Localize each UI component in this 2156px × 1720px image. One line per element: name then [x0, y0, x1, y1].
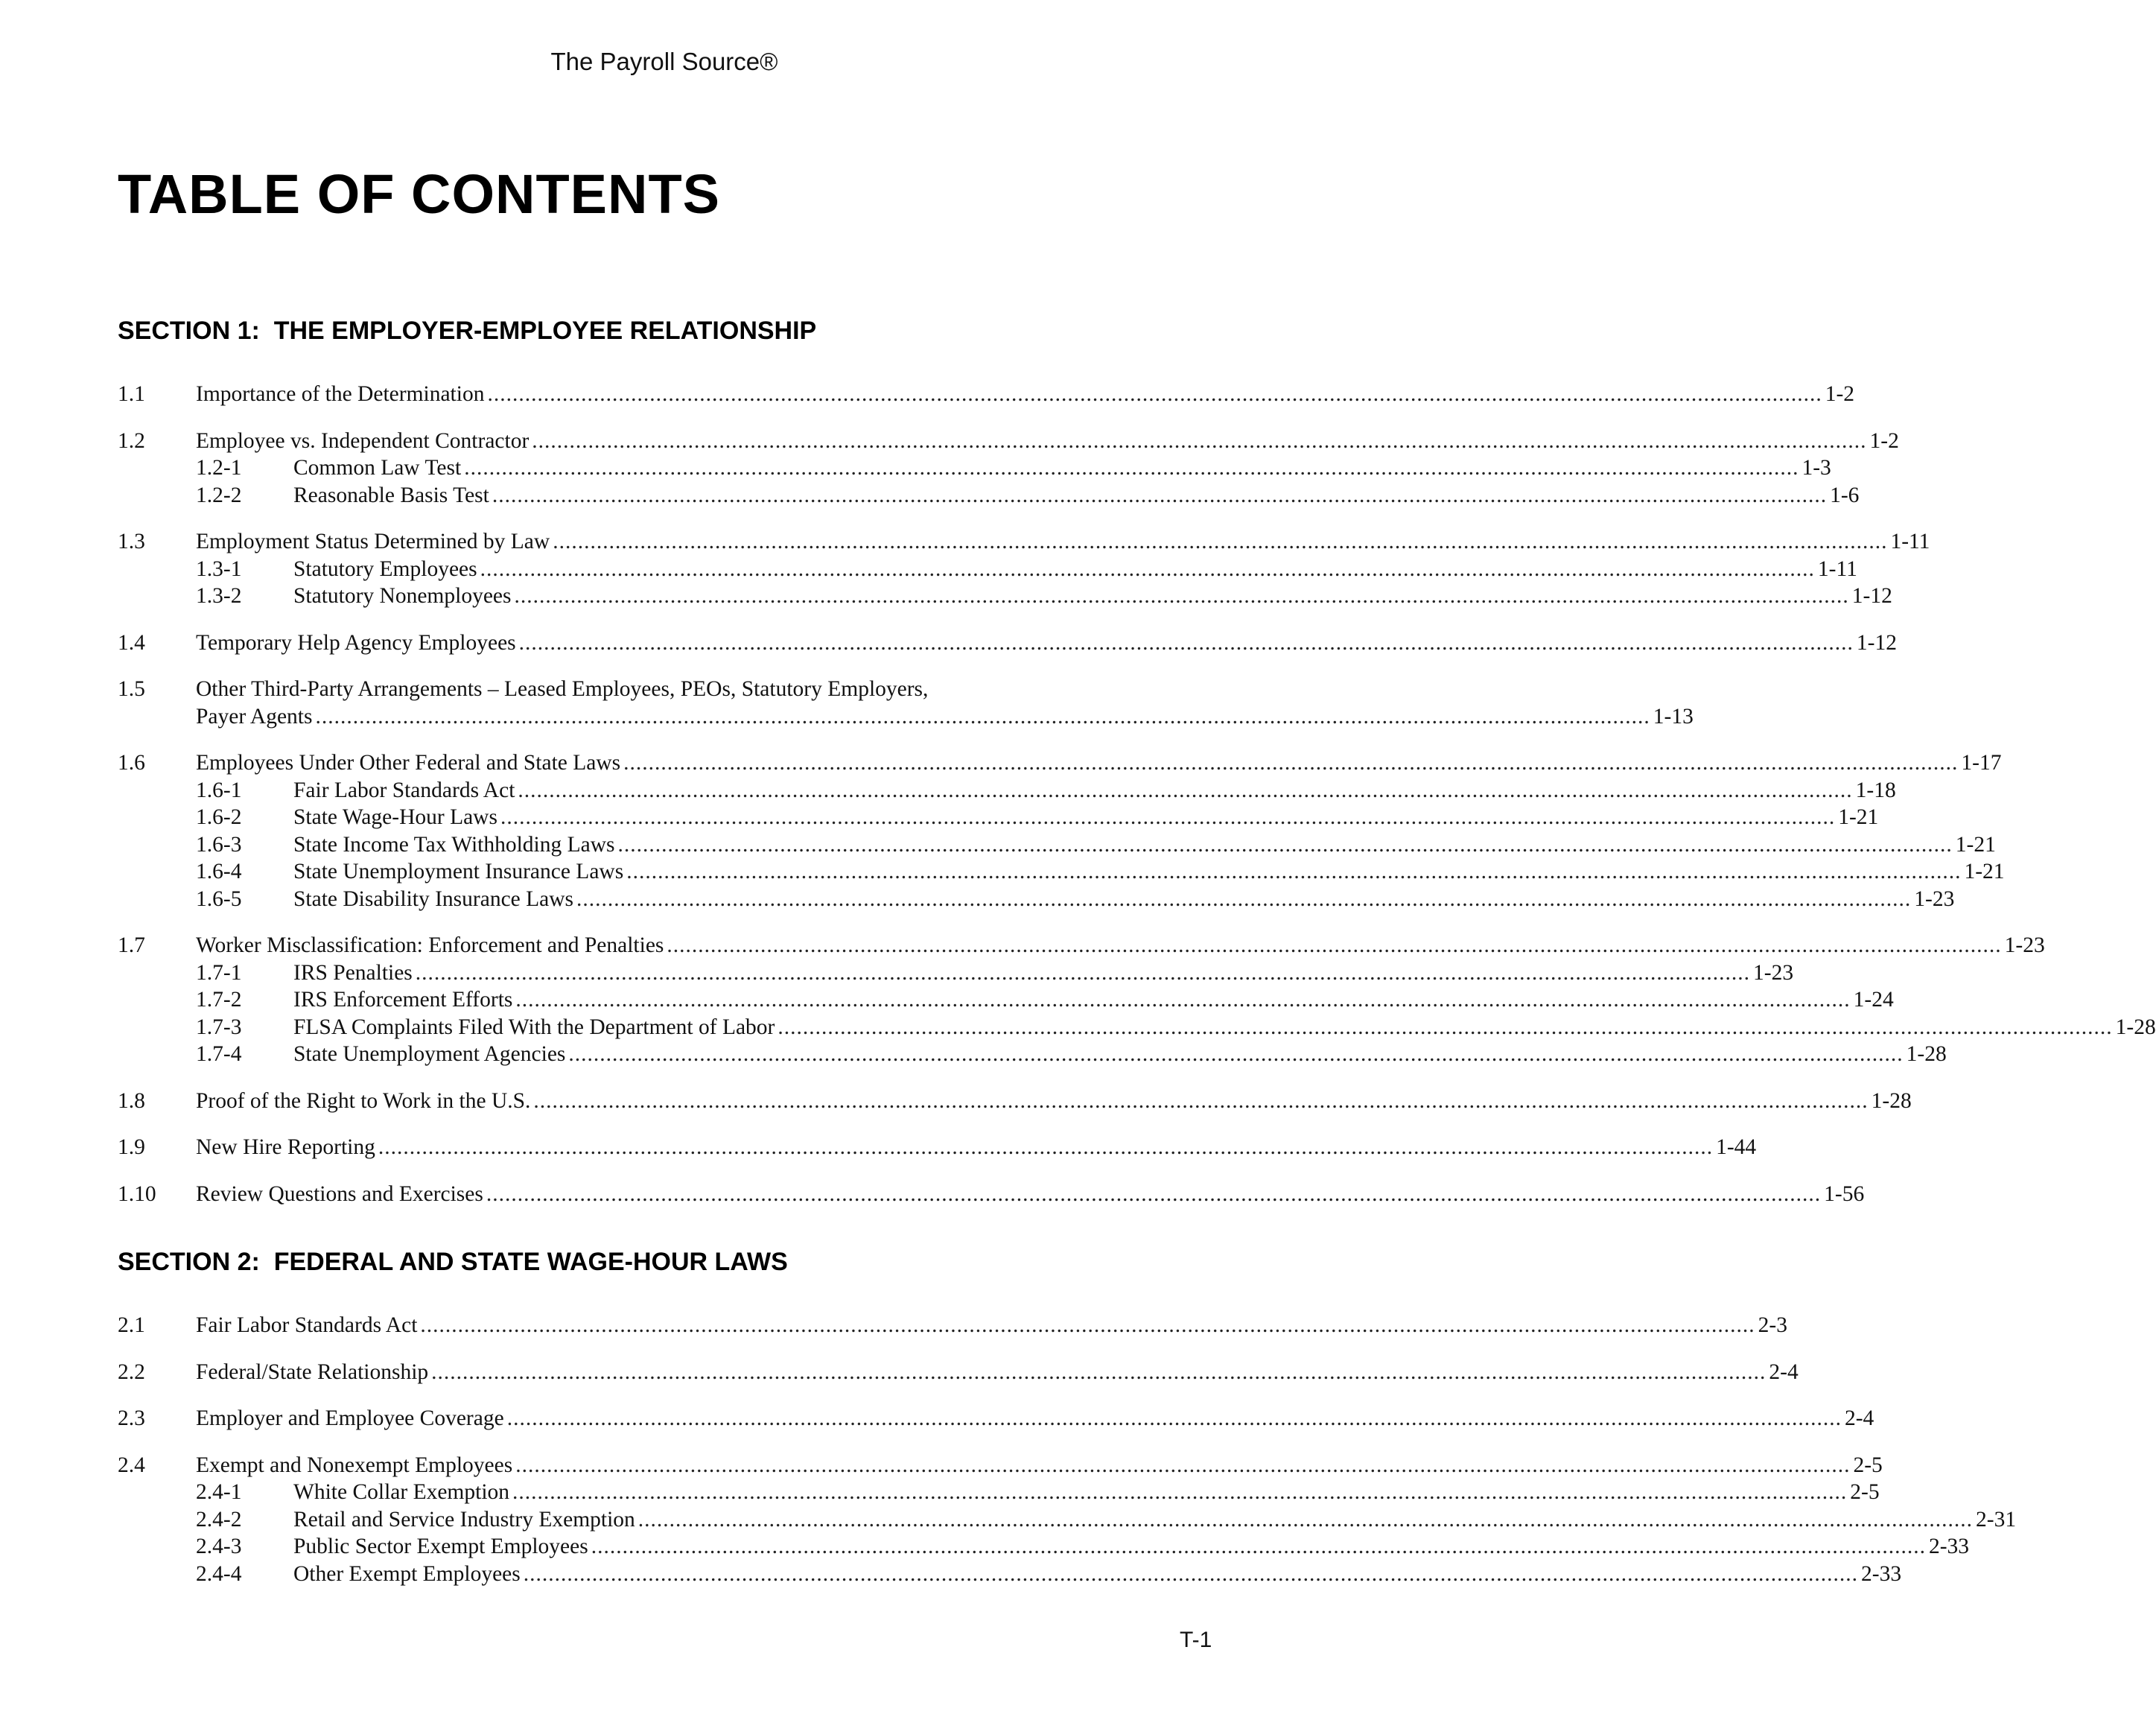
- page-number: T-1: [1180, 1628, 1212, 1652]
- entry-number: 1.6: [118, 751, 145, 775]
- dot-leader: ......................................................................................................................................................................................................................: [431, 1359, 1767, 1384]
- entry-text: [196, 1313, 1787, 1338]
- entry-page: 2-4: [1769, 1359, 1799, 1384]
- toc-group: [118, 630, 1897, 659]
- entry-page: 1-28: [2115, 1015, 2156, 1039]
- entry-number: 1.2: [118, 428, 145, 453]
- dot-leader: ......................................................................................................................................................................................................................: [778, 1015, 2113, 1039]
- dot-leader: ......................................................................................................................................................................................................................: [623, 751, 1959, 775]
- entry-label: FLSA Complaints Filed With the Department of Labor: [293, 1015, 775, 1039]
- entry-number: 1.6-1: [196, 778, 242, 802]
- toc-entry[interactable]: [118, 1313, 1787, 1341]
- entry-page: 1-2: [1825, 382, 1855, 406]
- toc-subentry[interactable]: [118, 1507, 2017, 1535]
- toc-subentry[interactable]: [118, 483, 1860, 511]
- entry-text: [196, 530, 1930, 554]
- toc-group: [118, 1359, 1799, 1388]
- toc-subentry[interactable]: [118, 778, 1896, 806]
- entry-text: [196, 630, 1897, 656]
- entry-label: State Wage-Hour Laws: [293, 805, 497, 829]
- toc-group: [118, 677, 1694, 732]
- dot-leader: ......................................................................................................................................................................................................................: [576, 886, 1912, 911]
- dot-leader: ......................................................................................................................................................................................................................: [532, 428, 1867, 453]
- entry-page: 1-23: [1914, 886, 1955, 911]
- toc-subentry[interactable]: [118, 1042, 1947, 1070]
- toc-subentry[interactable]: [118, 988, 1894, 1015]
- entry-label: Importance of the Determination: [196, 382, 485, 406]
- entry-label: Temporary Help Agency Employees: [196, 630, 516, 655]
- entry-text: [196, 1181, 1865, 1207]
- entry-page: 1-11: [1817, 556, 1857, 581]
- entry-number: 2.1: [118, 1313, 145, 1337]
- entry-page: 1-23: [1753, 960, 1794, 985]
- toc-group: [118, 1453, 2017, 1590]
- entry-page: 2-4: [1844, 1406, 1874, 1430]
- dot-leader: ......................................................................................................................................................................................................................: [617, 832, 1953, 857]
- entry-page: 1-6: [1830, 483, 1860, 507]
- running-header: The Payroll Source®: [550, 48, 778, 75]
- toc-entry[interactable]: [118, 751, 2002, 778]
- entry-label: White Collar Exemption: [293, 1480, 510, 1504]
- entry-label: Employment Status Determined by Law: [196, 530, 550, 553]
- entry-number: 1.7-3: [196, 1015, 242, 1039]
- toc-entry[interactable]: [118, 1181, 1865, 1210]
- entry-number: 1.7: [118, 933, 145, 957]
- toc-group: [118, 1313, 1787, 1341]
- entry-text: [293, 1507, 2017, 1532]
- dot-leader: ......................................................................................................................................................................................................................: [415, 960, 1751, 985]
- entry-number: 1.7-4: [196, 1042, 242, 1066]
- dot-leader: ......................................................................................................................................................................................................................: [515, 1453, 1851, 1477]
- entry-number: 1.6-3: [196, 832, 242, 857]
- entry-label: Fair Labor Standards Act: [293, 778, 515, 802]
- toc-subentry[interactable]: [118, 805, 1879, 833]
- dot-leader: ......................................................................................................................................................................................................................: [518, 778, 1853, 802]
- entry-text: [293, 988, 1894, 1012]
- entry-text: [293, 584, 1892, 609]
- toc-entry[interactable]: [118, 677, 1192, 705]
- toc-entry[interactable]: [118, 530, 1930, 557]
- dot-leader: ......................................................................................................................................................................................................................: [480, 556, 1815, 581]
- entry-label: Exempt and Nonexempt Employees: [196, 1453, 513, 1477]
- entry-label: Public Sector Exempt Employees: [293, 1535, 588, 1558]
- entry-text: [293, 1042, 1947, 1067]
- entry-text: [293, 832, 1996, 857]
- entry-page: 2-31: [1976, 1507, 2017, 1532]
- entry-label: Proof of the Right to Work in the U.S.: [196, 1088, 531, 1113]
- page-title: TABLE OF CONTENTS: [118, 163, 721, 225]
- dot-leader: ......................................................................................................................................................................................................................: [378, 1135, 1714, 1159]
- dot-leader: ......................................................................................................................................................................................................................: [568, 1042, 1904, 1066]
- toc-subentry[interactable]: [118, 960, 1794, 988]
- entry-text: [293, 1535, 1970, 1559]
- entry-page: 1-24: [1853, 988, 1894, 1012]
- entry-page: 1-21: [1838, 805, 1879, 829]
- entry-page: 1-28: [1906, 1042, 1947, 1066]
- entry-label: State Unemployment Insurance Laws: [293, 860, 624, 883]
- dot-leader: ......................................................................................................................................................................................................................: [464, 456, 1799, 480]
- dot-leader: ......................................................................................................................................................................................................................: [315, 704, 1650, 729]
- dot-leader: ......................................................................................................................................................................................................................: [515, 988, 1851, 1012]
- toc-subentry[interactable]: [118, 456, 1831, 483]
- entry-text: [293, 483, 1860, 508]
- dot-leader: ......................................................................................................................................................................................................................: [486, 1181, 1822, 1206]
- entry-page: 2-3: [1758, 1313, 1787, 1337]
- entry-number: 1.8: [118, 1088, 145, 1113]
- toc-entry[interactable]: [118, 1359, 1799, 1388]
- entry-label: State Disability Insurance Laws: [293, 886, 574, 911]
- toc-subentry[interactable]: [118, 584, 1892, 612]
- entry-text: [293, 556, 1857, 582]
- entry-number: 1.6-4: [196, 860, 242, 883]
- entry-number: 1.10: [118, 1181, 156, 1206]
- entry-text: [196, 751, 2002, 775]
- entry-label: Fair Labor Standards Act: [196, 1313, 418, 1337]
- entry-label: Other Exempt Employees: [293, 1561, 521, 1586]
- toc-entry[interactable]: [118, 1088, 1912, 1117]
- entry-text: [196, 933, 2045, 958]
- toc-subentry[interactable]: [118, 1561, 1902, 1590]
- entry-text: [196, 1359, 1799, 1385]
- entry-label: Common Law Test: [293, 456, 462, 480]
- dot-leader: ......................................................................................................................................................................................................................: [533, 1088, 1869, 1113]
- entry-number: 1.1: [118, 382, 145, 406]
- toc-subentry[interactable]: [118, 1480, 1880, 1508]
- toc-group: [118, 933, 2156, 1070]
- entry-page: 1-17: [1961, 751, 2002, 775]
- entry-number: 2.4-3: [196, 1535, 242, 1558]
- toc-subentry[interactable]: [118, 886, 1955, 915]
- entry-label: State Unemployment Agencies: [293, 1042, 566, 1066]
- entry-page: 1-21: [1955, 832, 1996, 857]
- entry-label: IRS Enforcement Efforts: [293, 988, 513, 1012]
- entry-page: 1-56: [1824, 1181, 1865, 1206]
- entry-page: 1-23: [2004, 933, 2045, 957]
- dot-leader: ......................................................................................................................................................................................................................: [487, 382, 1822, 406]
- dot-leader: ......................................................................................................................................................................................................................: [667, 933, 2002, 957]
- entry-page: 1-12: [1851, 584, 1892, 608]
- entry-text: [196, 382, 1855, 407]
- toc-entry[interactable]: [118, 1135, 1757, 1163]
- dot-leader: ......................................................................................................................................................................................................................: [626, 860, 1962, 883]
- entry-text: [196, 1088, 1912, 1114]
- toc-group: [118, 751, 2005, 914]
- dot-leader: ......................................................................................................................................................................................................................: [512, 1480, 1848, 1504]
- entry-number: 1.3-1: [196, 556, 242, 581]
- entry-number: 1.3: [118, 530, 145, 553]
- entry-label-line1: Other Third-Party Arrangements – Leased Employees, PEOs, Statutory Employers,: [196, 677, 929, 701]
- dot-leader: ......................................................................................................................................................................................................................: [553, 530, 1888, 553]
- entry-text: [293, 778, 1896, 803]
- dot-leader: ......................................................................................................................................................................................................................: [591, 1535, 1926, 1558]
- entry-page: 2-33: [1928, 1535, 1970, 1558]
- toc-group: [118, 1181, 1865, 1210]
- entry-page: 2-33: [1861, 1561, 1902, 1586]
- entry-number: 1.6-2: [196, 805, 242, 829]
- toc-subentry[interactable]: [118, 832, 1996, 860]
- entry-text: [293, 1015, 2156, 1040]
- toc-subentry[interactable]: [118, 556, 1857, 585]
- entry-number: 1.6-5: [196, 886, 242, 911]
- entry-text: [196, 1453, 1883, 1478]
- entry-number: 2.2: [118, 1359, 145, 1384]
- entry-number: 2.4-1: [196, 1480, 242, 1504]
- entry-text: [196, 1135, 1757, 1160]
- entry-number: 1.5: [118, 677, 145, 701]
- entry-label: Employer and Employee Coverage: [196, 1406, 504, 1430]
- toc-group: [118, 1406, 1874, 1434]
- entry-number: 1.9: [118, 1135, 145, 1159]
- toc-entry[interactable]: [118, 933, 2045, 961]
- entry-text: [293, 456, 1831, 480]
- entry-label: Review Questions and Exercises: [196, 1181, 483, 1206]
- toc-section-2: [118, 1248, 2017, 1608]
- dot-leader: ......................................................................................................................................................................................................................: [492, 483, 1828, 507]
- toc-entry[interactable]: [118, 630, 1897, 659]
- entry-label: Employees Under Other Federal and State Laws: [196, 751, 621, 775]
- toc-group: [118, 530, 1930, 612]
- entry-label: Federal/State Relationship: [196, 1359, 429, 1384]
- entry-number: 2.4: [118, 1453, 145, 1477]
- entry-label: Employee vs. Independent Contractor: [196, 428, 530, 453]
- entry-label: Worker Misclassification: Enforcement and Penalties: [196, 933, 664, 957]
- toc-entry[interactable]: [118, 1453, 1883, 1481]
- entry-number: 2.4-4: [196, 1561, 242, 1586]
- entry-page: 1-21: [1964, 860, 2005, 883]
- entry-number: 2.3: [118, 1406, 145, 1430]
- entry-label: Payer Agents: [196, 704, 313, 729]
- entry-text: [196, 1406, 1874, 1431]
- toc-subentry[interactable]: [118, 1535, 1970, 1562]
- toc-entry[interactable]: [118, 428, 1899, 457]
- entry-text: [293, 886, 1955, 912]
- toc-group: [118, 1135, 1757, 1163]
- toc-section-1: [118, 317, 2156, 1228]
- entry-text: [293, 860, 2005, 884]
- entry-page: 1-3: [1802, 456, 1831, 480]
- entry-label: Statutory Employees: [293, 556, 477, 581]
- section-heading: SECTION 2: FEDERAL AND STATE WAGE-HOUR LAWS: [118, 1248, 788, 1276]
- entry-text: [293, 960, 1794, 986]
- dot-leader: ......................................................................................................................................................................................................................: [506, 1406, 1842, 1430]
- entry-text: [196, 704, 1694, 729]
- entry-text: [293, 805, 1879, 830]
- entry-page: 1-11: [1890, 530, 1930, 553]
- entry-number: 1.3-2: [196, 584, 242, 608]
- entry-page: 1-44: [1716, 1135, 1757, 1159]
- dot-leader: ......................................................................................................................................................................................................................: [518, 630, 1854, 655]
- entry-text: [196, 428, 1899, 454]
- entry-text: [293, 1561, 1902, 1587]
- entry-number: 1.4: [118, 630, 145, 655]
- toc-entry-continuation[interactable]: [118, 704, 1694, 732]
- dot-leader: ......................................................................................................................................................................................................................: [514, 584, 1849, 608]
- toc-group: [118, 428, 1899, 511]
- dot-leader: ......................................................................................................................................................................................................................: [500, 805, 1836, 829]
- entry-label: IRS Penalties: [293, 960, 413, 985]
- entry-label: New Hire Reporting: [196, 1135, 375, 1159]
- dot-leader: ......................................................................................................................................................................................................................: [523, 1561, 1859, 1586]
- toc-subentry[interactable]: [118, 1015, 2156, 1043]
- entry-label: State Income Tax Withholding Laws: [293, 832, 615, 857]
- entry-page: 1-12: [1856, 630, 1897, 655]
- toc-entry[interactable]: [118, 1406, 1874, 1434]
- entry-number: 2.4-2: [196, 1507, 242, 1532]
- entry-number: 1.2-2: [196, 483, 242, 507]
- entry-label: Retail and Service Industry Exemption: [293, 1507, 635, 1532]
- entry-page: 1-18: [1855, 778, 1896, 802]
- entry-page: 1-2: [1869, 428, 1899, 453]
- entry-page: 2-5: [1850, 1480, 1880, 1504]
- toc-group: [118, 382, 1855, 410]
- section-heading: SECTION 1: THE EMPLOYER-EMPLOYEE RELATIONSHIP: [118, 317, 817, 345]
- entry-text: [293, 1480, 1880, 1505]
- toc-entry[interactable]: [118, 382, 1855, 410]
- entry-number: 1.7-2: [196, 988, 242, 1012]
- entry-label: Statutory Nonemployees: [293, 584, 512, 608]
- dot-leader: ......................................................................................................................................................................................................................: [420, 1313, 1755, 1337]
- entry-number: 1.7-1: [196, 960, 242, 985]
- entry-page: 1-13: [1653, 704, 1694, 729]
- entry-page: 1-28: [1871, 1088, 1912, 1113]
- entry-page: 2-5: [1853, 1453, 1883, 1477]
- entry-label: Reasonable Basis Test: [293, 483, 489, 507]
- entry-number: 1.2-1: [196, 456, 242, 480]
- toc-subentry[interactable]: [118, 860, 2005, 887]
- dot-leader: ......................................................................................................................................................................................................................: [637, 1507, 1974, 1532]
- toc-group: [118, 1088, 1912, 1117]
